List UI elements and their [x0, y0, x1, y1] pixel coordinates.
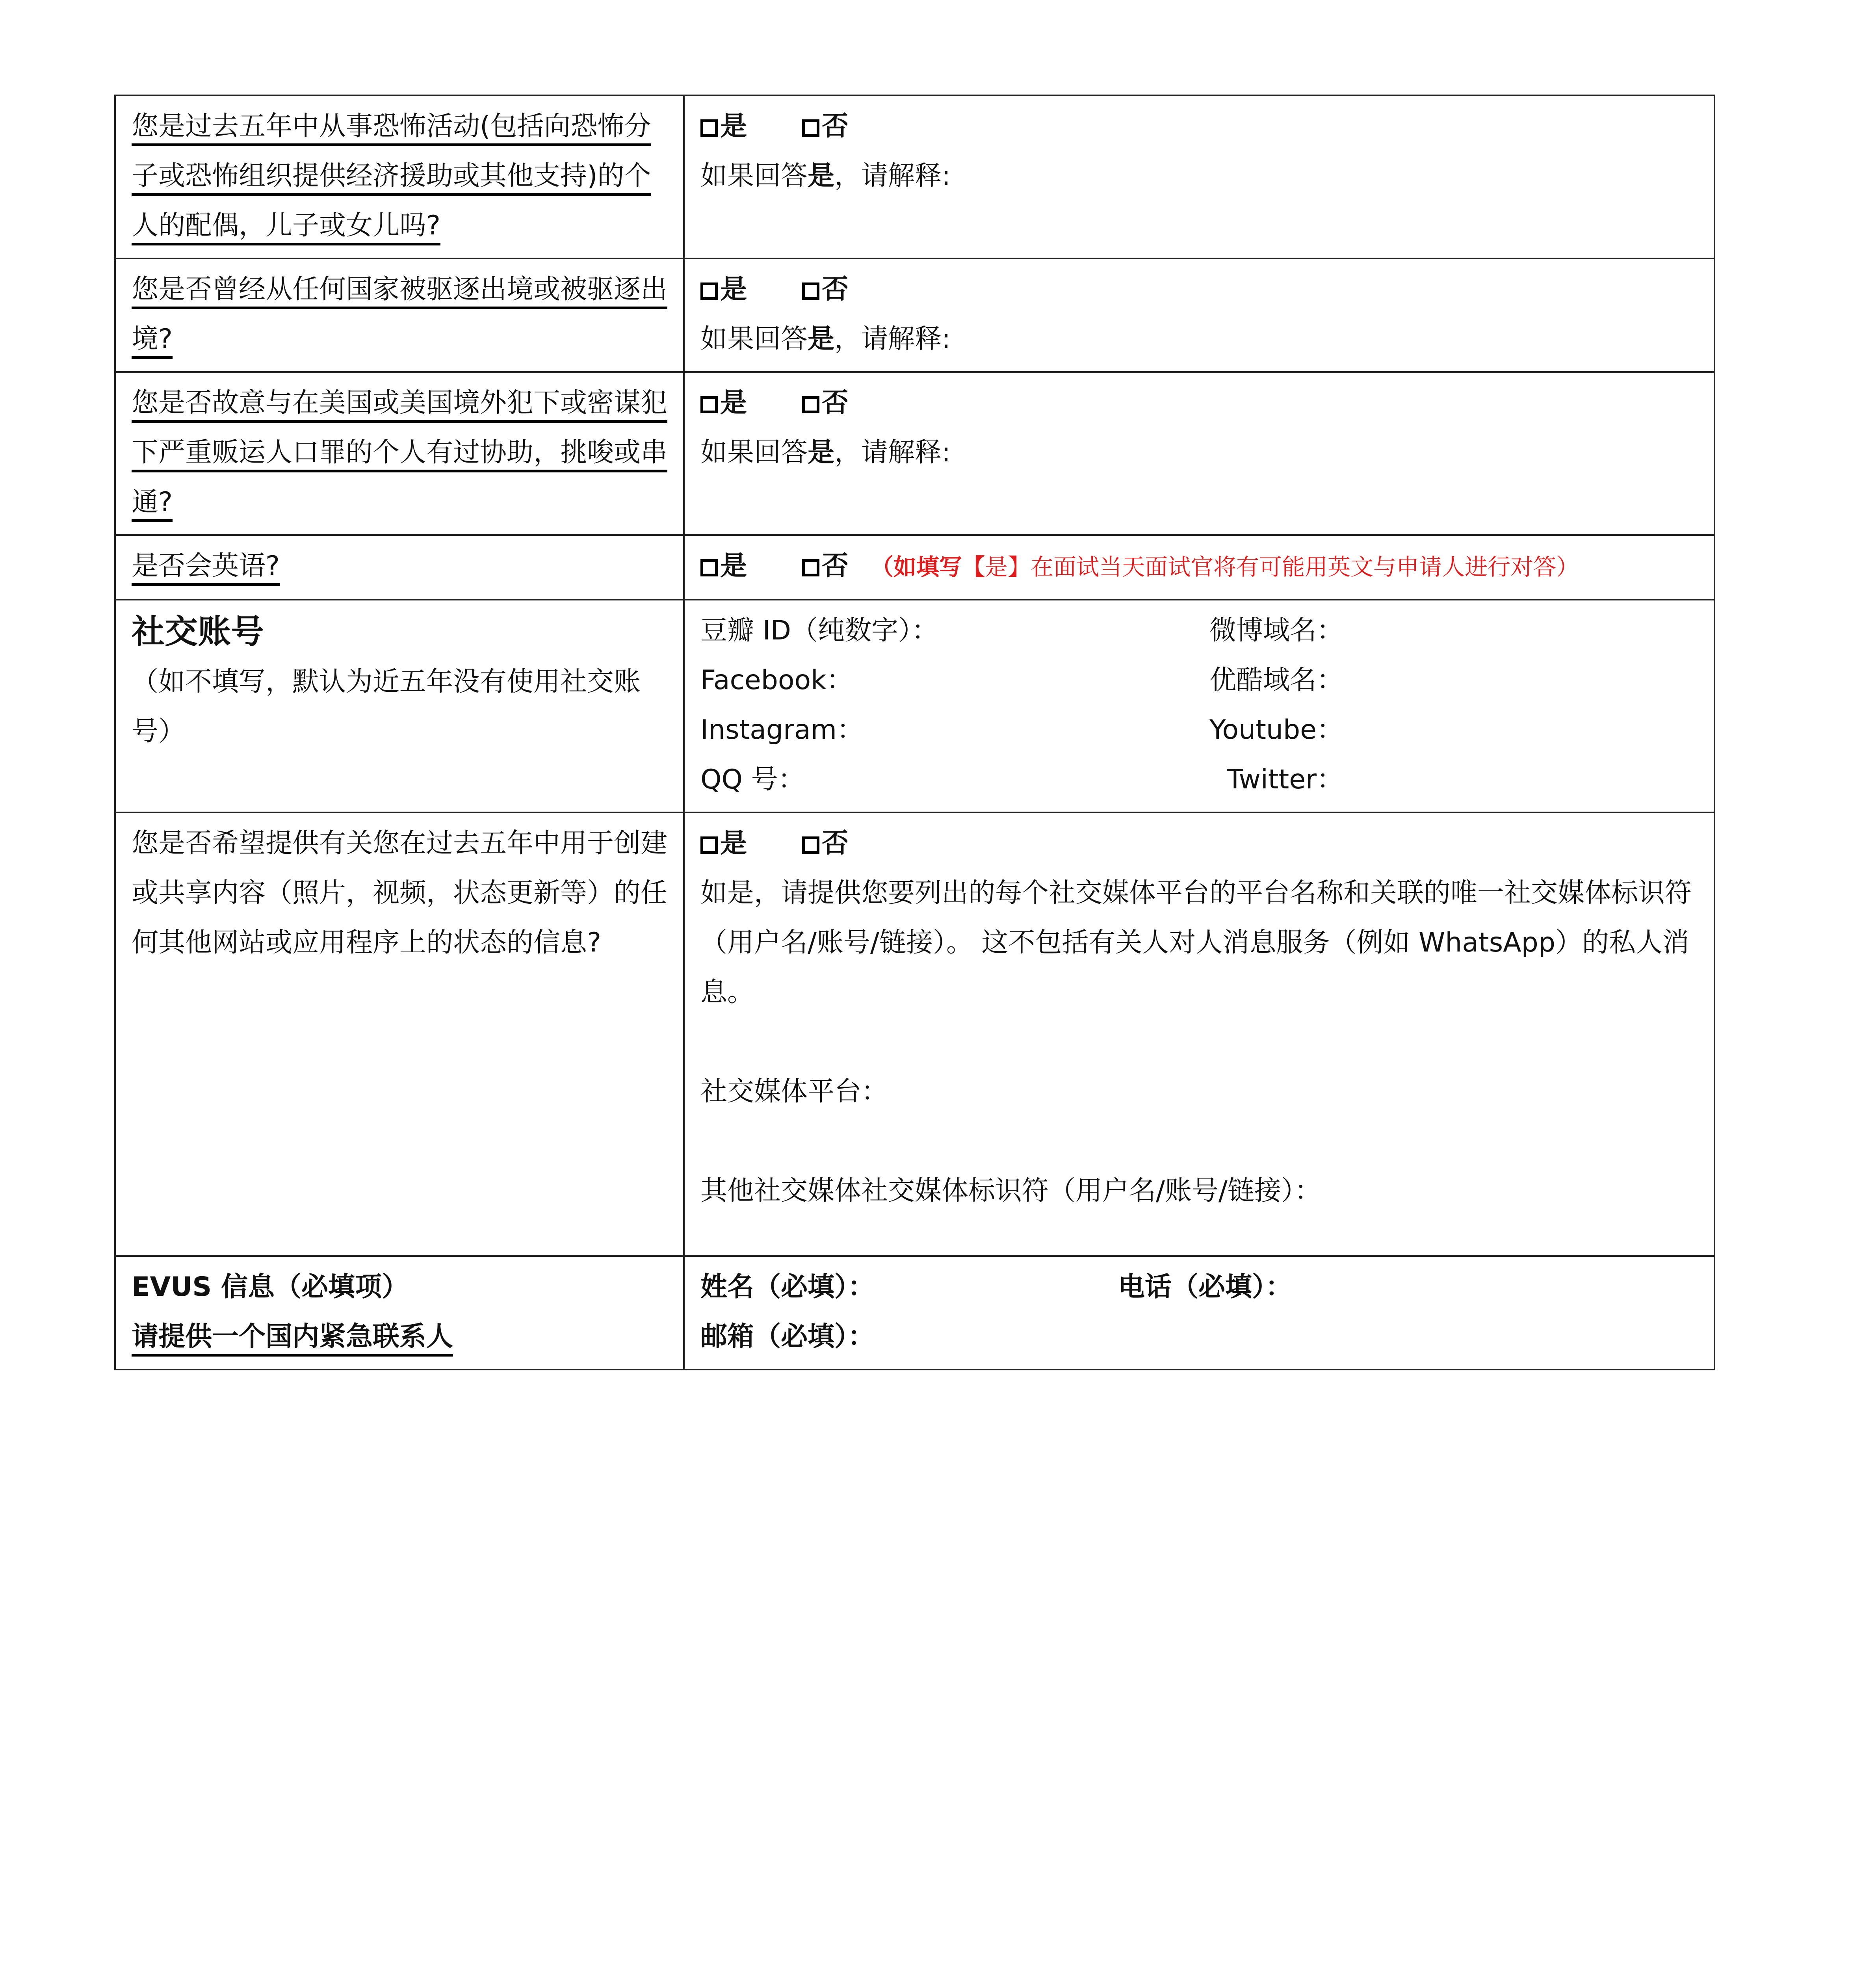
- question-cell: [115, 372, 684, 535]
- facebook-field[interactable]: Facebook：: [700, 665, 853, 696]
- yes-no-options: [700, 265, 1698, 314]
- checkbox-icon[interactable]: [802, 559, 819, 576]
- checkbox-icon[interactable]: [700, 559, 718, 576]
- visa-form-table: [114, 95, 1715, 1370]
- question-cell: [115, 535, 684, 600]
- checkbox-icon[interactable]: [700, 836, 718, 854]
- twitter-field[interactable]: Twitter：: [1227, 764, 1343, 795]
- platform-description: 如是，请提供您要列出的每个社交媒体平台的平台名称和关联的唯一社交媒体标识符（用户名/账号/链接）。 这不包括有关人对人消息服务（例如 WhatsApp）的私人消息。: [700, 877, 1692, 1008]
- yes-option[interactable]: 是: [700, 819, 747, 868]
- no-option[interactable]: 否: [802, 819, 849, 868]
- question-cell: [115, 95, 684, 258]
- yes-option[interactable]: 是: [700, 102, 747, 151]
- table-row: [115, 258, 1714, 372]
- question-text: 您是否曾经从任何国家被驱逐出境或被驱逐出境?: [132, 274, 667, 359]
- answer-cell: [684, 372, 1714, 535]
- checkbox-icon[interactable]: [802, 836, 819, 854]
- yes-no-options: [700, 819, 1698, 868]
- yes-option[interactable]: 是: [700, 265, 747, 314]
- evus-subtitle: 请提供一个国内紧急联系人: [132, 1321, 453, 1357]
- social-identifier-field[interactable]: 其他社交媒体社交媒体标识符（用户名/账号/链接）：: [700, 1175, 1321, 1206]
- table-row: [115, 812, 1714, 1256]
- evus-heading-cell: [115, 1256, 684, 1370]
- question-cell: [115, 258, 684, 372]
- explain-prompt: 如果回答是，请解释:: [700, 437, 951, 468]
- answer-cell: [684, 258, 1714, 372]
- no-option[interactable]: 否: [802, 378, 849, 428]
- answer-cell: [684, 535, 1714, 600]
- table-row: [115, 372, 1714, 535]
- field-row: [700, 1262, 1698, 1312]
- yes-no-options: [700, 378, 1698, 428]
- table-row: [115, 535, 1714, 600]
- table-row: [115, 600, 1714, 812]
- douban-id-field[interactable]: 豆瓣 ID（纯数字）：: [700, 615, 939, 646]
- social-heading: 社交账号: [132, 612, 264, 651]
- field-row: [700, 755, 1698, 805]
- no-option[interactable]: 否: [802, 265, 849, 314]
- answer-cell: [684, 812, 1714, 1256]
- answer-cell: [684, 95, 1714, 258]
- social-platform-field[interactable]: 社交媒体平台：: [700, 1076, 888, 1107]
- contact-phone-field[interactable]: 电话（必填）：: [1118, 1271, 1293, 1303]
- checkbox-icon[interactable]: [700, 396, 718, 413]
- evus-title: EVUS 信息（必填项）: [132, 1271, 409, 1303]
- checkbox-icon[interactable]: [802, 282, 819, 300]
- checkbox-icon[interactable]: [802, 119, 819, 137]
- social-fields-cell: [684, 600, 1714, 812]
- social-heading-cell: [115, 600, 684, 812]
- checkbox-icon[interactable]: [700, 282, 718, 300]
- qq-field[interactable]: QQ 号：: [700, 764, 805, 795]
- question-text: 是否会英语?: [132, 550, 280, 586]
- checkbox-icon[interactable]: [700, 119, 718, 137]
- instagram-field[interactable]: Instagram：: [700, 714, 864, 745]
- field-row: [700, 656, 1698, 705]
- yes-no-options: [700, 541, 1698, 592]
- yes-option[interactable]: 是: [700, 541, 747, 591]
- english-note: （如填写【是】在面试当天面试官将有可能用英文与申请人进行对答）: [871, 554, 1579, 580]
- no-option[interactable]: 否: [802, 541, 849, 591]
- question-text: 您是过去五年中从事恐怖活动(包括向恐怖分子或恐怖组织提供经济援助或其他支持)的个人的配偶，儿子或女儿吗?: [132, 111, 651, 245]
- contact-name-field[interactable]: 姓名（必填）：: [700, 1271, 875, 1303]
- social-subtext: （如不填写，默认为近五年没有使用社交账号）: [132, 666, 641, 747]
- youku-domain-field[interactable]: 优酷域名：: [1209, 665, 1343, 696]
- question-text: 您是否故意与在美国或美国境外犯下或密谋犯下严重贩运人口罪的个人有过协助，挑唆或串通?: [132, 387, 667, 522]
- table-row: [115, 1256, 1714, 1370]
- checkbox-icon[interactable]: [802, 396, 819, 413]
- weibo-domain-field[interactable]: 微博域名：: [1209, 615, 1343, 646]
- explain-prompt: 如果回答是，请解释:: [700, 323, 951, 355]
- youtube-field[interactable]: Youtube：: [1209, 714, 1343, 745]
- evus-fields-cell: [684, 1256, 1714, 1370]
- question-cell: [115, 812, 684, 1256]
- yes-option[interactable]: 是: [700, 378, 747, 428]
- field-row: [700, 705, 1698, 755]
- yes-no-options: [700, 102, 1698, 151]
- field-row: [700, 606, 1698, 656]
- contact-email-field[interactable]: 邮箱（必填）：: [700, 1321, 875, 1352]
- question-text: 您是否希望提供有关您在过去五年中用于创建或共享内容（照片，视频，状态更新等）的任何其他网站或应用程序上的状态的信息?: [132, 828, 668, 958]
- explain-prompt: 如果回答是，请解释:: [700, 160, 951, 191]
- no-option[interactable]: 否: [802, 102, 849, 151]
- table-row: [115, 95, 1714, 258]
